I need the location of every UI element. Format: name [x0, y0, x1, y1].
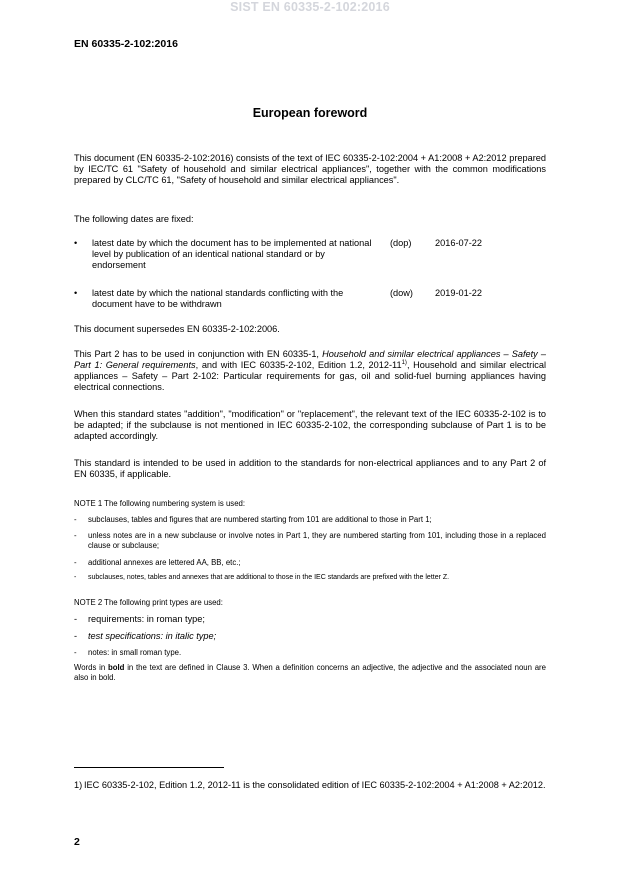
note1-heading: NOTE 1 The following numbering system is used: — [74, 499, 246, 508]
note1-item — [74, 515, 546, 525]
dash-icon: - — [74, 531, 77, 540]
dash-icon: - — [74, 631, 78, 641]
dash-icon: - — [74, 614, 78, 624]
bullet-icon: • — [74, 238, 78, 248]
date-item-text: latest date by which the national standards conflicting with the document have to be withdrawn — [92, 288, 344, 309]
note2-item-text: notes: in small roman type. — [88, 648, 182, 657]
footnote-text: IEC 60335-2-102, Edition 1.2, 2012-11 is the consolidated edition of IEC 60335-2-102:2004 + A1:2008 + A2:2012. — [84, 780, 546, 790]
note1-item-text: unless notes are in a new subclause or involve notes in Part 1, they are numbered starting from 101, including those in a replaced clause or subclause; — [88, 531, 546, 550]
words-bold-emphasis: bold — [107, 663, 125, 672]
footnote-divider — [74, 767, 224, 768]
words-bold-text-a: Words in — [74, 663, 108, 672]
words-bold-text-c: in the text are defined in Clause 3. When a definition concerns an adjective, the adjective and the associated noun are also in bold. — [74, 663, 546, 682]
date-item-value: 2016-07-22 — [435, 238, 482, 248]
part2-text-a: This Part 2 has to be used in conjunction with EN 60335-1, — [74, 349, 323, 359]
dash-icon: - — [74, 558, 77, 567]
date-item-value: 2019-01-22 — [435, 288, 482, 298]
part2-paragraph — [74, 349, 546, 393]
date-item-code: (dop) — [390, 238, 412, 248]
dash-icon: - — [74, 515, 77, 524]
part2-text-c: , and with IEC 60335-2-102, Edition 1.2, 2012-11 — [195, 360, 402, 370]
dash-icon: - — [74, 574, 77, 581]
date-item-dop — [74, 238, 546, 274]
note1-item-text: subclauses, tables and figures that are numbered starting from 101 are additional to those in Part 1; — [88, 515, 432, 524]
note2-item — [74, 648, 546, 658]
footnote-ref: 1) — [401, 359, 407, 366]
note2-item-text: requirements: in roman type; — [88, 614, 205, 624]
page-title: European foreword — [252, 106, 368, 120]
watermark-text: SIST EN 60335-2-102:2016 — [230, 0, 390, 14]
document-id-header: EN 60335-2-102:2016 — [74, 38, 178, 50]
note1-item-text: additional annexes are lettered AA, BB, etc.; — [88, 558, 241, 567]
intro-paragraph: This document (EN 60335-2-102:2016) consists of the text of IEC 60335-2-102:2004 + A1:2008 + A2:2012 prepared by IEC/TC 61 "Safety of household and similar electrical appliances", together with the common modifications prepared by CLC/TC 61, "Safety of household and similar electrical appliances". — [74, 153, 546, 185]
footnote — [74, 779, 546, 805]
when-standard-paragraph: When this standard states "addition", "modification" or "replacement", the relevant text of the IEC 60335-2-102 is to be adapted; if the subclause is not mentioned in IEC 60335-2-102, the corresponding subclause of Part 1 is to be adapted accordingly. — [74, 409, 546, 441]
note1-item — [74, 531, 546, 551]
note2-item — [74, 631, 546, 642]
part2-text-italic: Household and similar electrical appliances – Safety – Part 1: General requirements — [74, 349, 546, 370]
note1-item — [74, 573, 546, 583]
note2-item — [74, 614, 546, 625]
intended-paragraph: This standard is intended to be used in addition to the standards for non-electrical appliances and to any Part 2 of EN 60335, if applicable. — [74, 458, 546, 479]
note2-item-text: test specifications: in italic type; — [88, 631, 217, 641]
dates-intro: The following dates are fixed: — [74, 214, 194, 224]
date-item-code: (dow) — [390, 288, 413, 298]
date-item-dow — [74, 288, 546, 312]
bullet-icon: • — [74, 288, 78, 298]
part2-text-d: , Household and similar electrical appliances – Safety – Part 2-102: Particular requirements for gas, oil and solid-fuel burning appliances having electrical connections. — [74, 360, 546, 392]
supersedes-paragraph: This document supersedes EN 60335-2-102:2006. — [74, 324, 280, 334]
note2-heading: NOTE 2 The following print types are used: — [74, 598, 223, 607]
date-item-text: latest date by which the document has to be implemented at national level by publication of an identical national standard or by endorsement — [92, 238, 372, 270]
page-number: 2 — [74, 836, 80, 848]
note1-item — [74, 558, 546, 568]
dash-icon: - — [74, 648, 77, 657]
footnote-number: 1) — [74, 780, 83, 790]
words-bold-note — [74, 663, 546, 685]
note1-item-text: subclauses, notes, tables and annexes that are additional to those in the IEC standards are prefixed with the letter Z. — [88, 574, 450, 581]
